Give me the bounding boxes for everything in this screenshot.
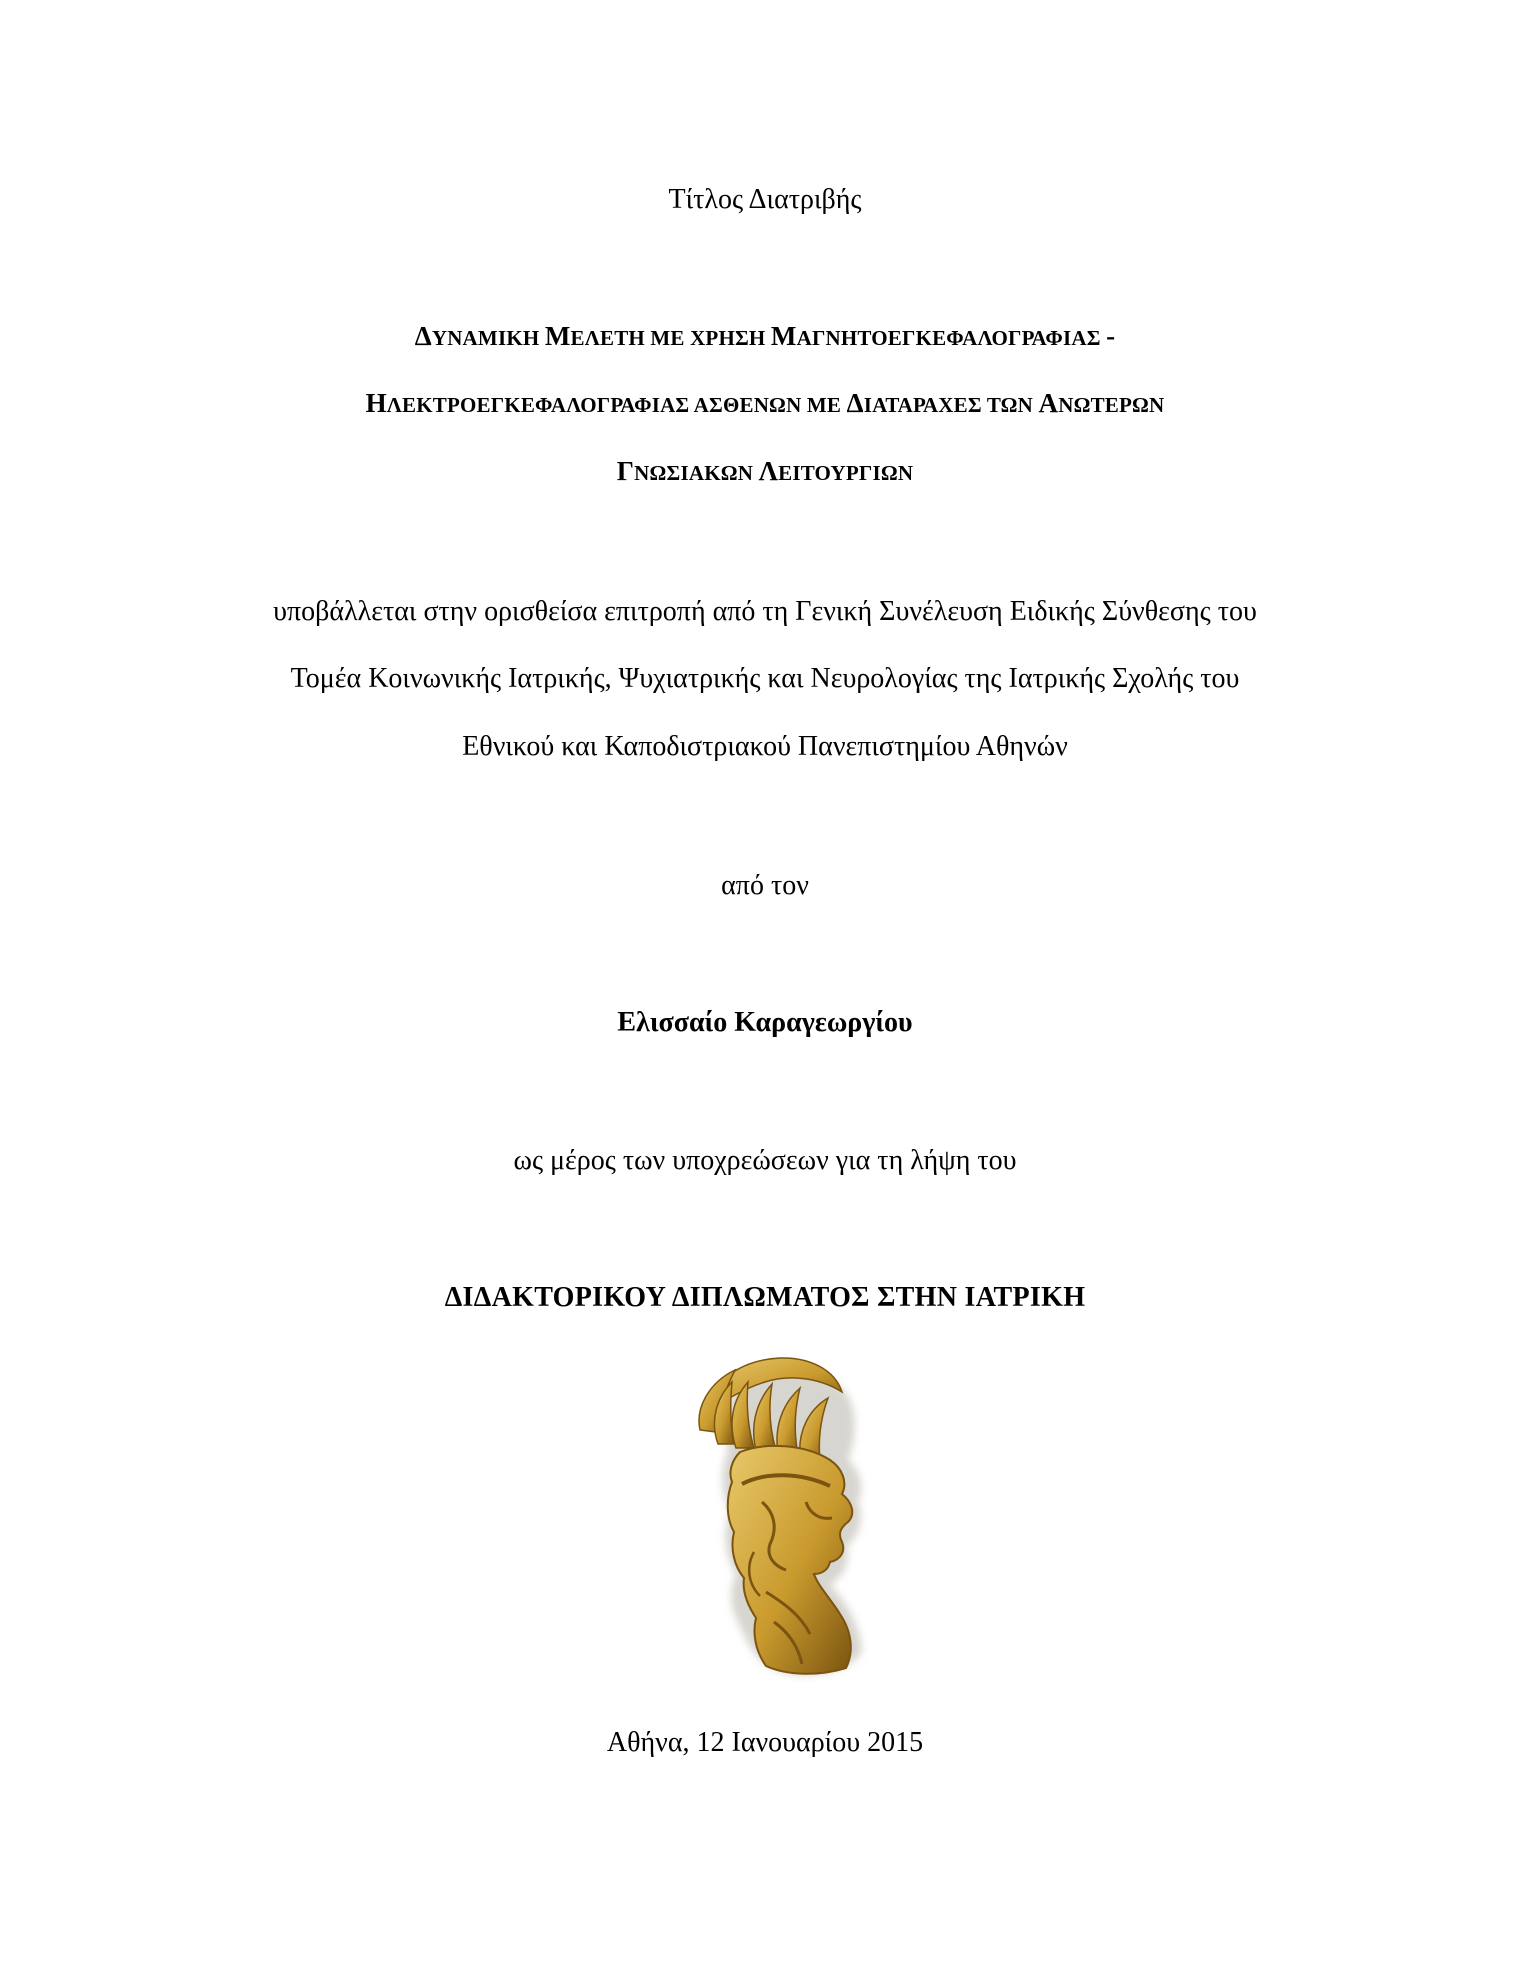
author-name: Ελισσαίο Καραγεωργίου: [617, 1007, 913, 1038]
thesis-title-line-2: [0, 390, 1530, 417]
title-segment: Α: [1038, 388, 1059, 418]
submission-line-1: υποβάλλεται στην ορισθείσα επιτροπή από τη Γενική Συνέλευση Ειδικής Σύνθεσης του: [273, 596, 1257, 627]
title-segment: Λ: [758, 456, 779, 486]
title-segment: Μ: [770, 321, 797, 351]
place-and-date: Αθήνα, 12 Ιανουαρίου 2015: [606, 1727, 924, 1758]
title-segment: Μ: [544, 321, 571, 351]
document-heading: Τίτλος Διατριβής: [668, 184, 862, 215]
title-segment: ΕΙΤΟΥΡΓΙΩΝ: [778, 461, 914, 485]
title-segment: ΙΑΤΑΡΑΧΕΣ ΤΩΝ: [863, 393, 1039, 417]
thesis-title-line-3: [0, 458, 1530, 485]
title-segment: ΑΓΝΗΤΟΕΓΚΕΦΑΛΟΓΡΑΦΙΑΣ: [796, 326, 1107, 350]
title-segment: ΝΩΤΕΡΩΝ: [1058, 393, 1165, 417]
athena-head-emblem-icon: [670, 1352, 870, 1682]
purpose-text: ως μέρος των υποχρεώσεων για τη λήψη του: [513, 1145, 1017, 1176]
title-segment: ΛΕΚΤΡΟΕΓΚΕΦΑΛΟΓΡΑΦΙΑΣ ΑΣΘΕΝΩΝ ΜΕ: [386, 393, 847, 417]
title-segment: Γ: [616, 456, 635, 486]
title-segment: ΥΝΑΜΙΚΗ: [431, 326, 545, 350]
submission-line-2: Τομέα Κοινωνικής Ιατρικής, Ψυχιατρικής και Νευρολογίας της Ιατρικής Σχολής του: [290, 663, 1240, 694]
title-segment: Δ: [846, 388, 864, 418]
title-segment: -: [1106, 321, 1116, 351]
submission-line-3: Εθνικού και Καποδιστριακού Πανεπιστημίου Αθηνών: [462, 731, 1068, 762]
degree-title: ΔΙΔΑΚΤΟΡΙΚΟΥ ΔΙΠΛΩΜΑΤΟΣ ΣΤΗΝ ΙΑΤΡΙΚΗ: [444, 1282, 1086, 1313]
title-segment: Η: [365, 388, 387, 418]
thesis-title-line-1: [0, 323, 1530, 350]
title-segment: ΕΛΕΤΗ ΜΕ ΧΡΗΣΗ: [570, 326, 771, 350]
title-segment: ΝΩΣΙΑΚΩΝ: [634, 461, 759, 485]
title-segment: Δ: [414, 321, 432, 351]
by-label: από τον: [721, 870, 809, 901]
